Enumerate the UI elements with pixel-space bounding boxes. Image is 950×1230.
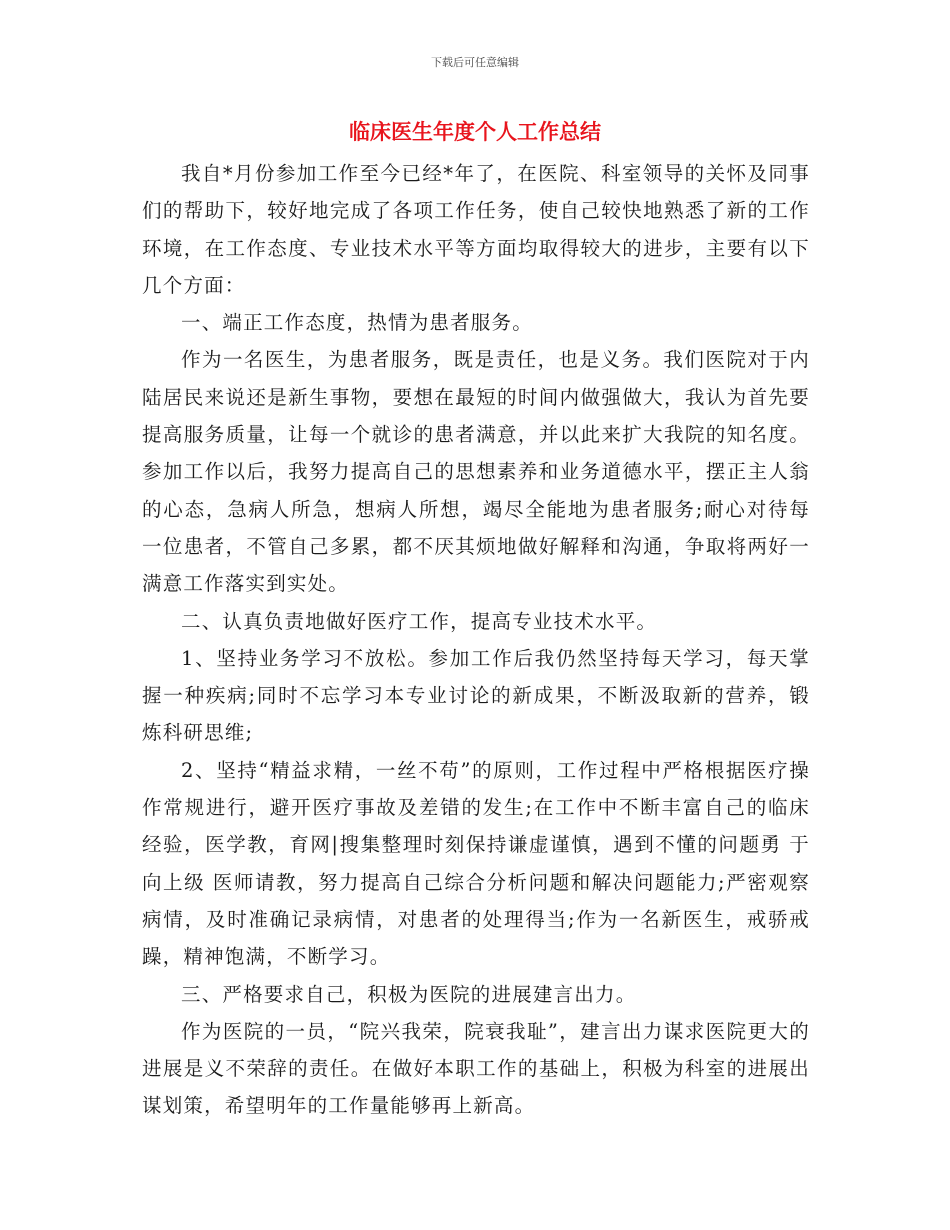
paragraph-intro: 我自*月份参加工作至今已经*年了，在医院、科室领导的关怀及同事们的帮助下，较好地完成了各项工作任务，使自己较快地熟悉了新的工作环境，在工作态度、专业技术水平等方面均取得较大的进步，主要有以下几个方面： xyxy=(142,162,810,297)
paragraph-item-2: 2、坚持“精益求精，一丝不苟”的原则，工作过程中严格根据医疗操作常规进行，避开医疗事故及差错的发生;在工作中不断丰富自己的临床经验，医学教，育网|搜集整理时刻保持谦虚谨慎，遇到不懂的问题勇 于向上级 医师请教，努力提高自己综合分析问题和解决问题能力;严密观察病情，及时准确记录病情，对患者的处理得当;作为一名新医生，戒骄戒躁，精神饱满，不断学习。 xyxy=(142,758,810,969)
section-heading-2: 二、认真负责地做好医疗工作，提高专业技术水平。 xyxy=(181,609,658,633)
section-heading-3: 三、严格要求自己，积极为医院的进展建言出力。 xyxy=(181,982,637,1006)
paragraph-item-1: 1、坚持业务学习不放松。参加工作后我仍然坚持每天学习，每天掌握一种疾病;同时不忘学习本专业讨论的新成果，不断汲取新的营养，锻炼科研思维; xyxy=(142,646,810,745)
document-body xyxy=(142,155,810,1125)
document-title: 临床医生年度个人工作总结 xyxy=(349,120,601,144)
header-note: 下载后可任意编辑 xyxy=(431,56,519,69)
section-heading-1: 一、端正工作态度，热情为患者服务。 xyxy=(181,311,533,335)
paragraph-section-1: 作为一名医生，为患者服务，既是责任，也是义务。我们医院对于内陆居民来说还是新生事物，要想在最短的时间内做强做大，我认为首先要提高服务质量，让每一个就诊的患者满意，并以此来扩大我院的知名度。参加工作以后，我努力提高自己的思想素养和业务道德水平，摆正主人翁的心态，急病人所急，想病人所想，竭尽全能地为患者服务;耐心对待每一位患者，不管自己多累，都不厌其烦地做好解释和沟通，争取将两好一满意工作落实到实处。 xyxy=(142,348,810,596)
paragraph-section-3: 作为医院的一员，“院兴我荣，院衰我耻”，建言出力谋求医院更大的进展是义不荣辞的责任。在做好本职工作的基础上，积极为科室的进展出谋划策，希望明年的工作量能够再上新高。 xyxy=(142,1019,810,1118)
